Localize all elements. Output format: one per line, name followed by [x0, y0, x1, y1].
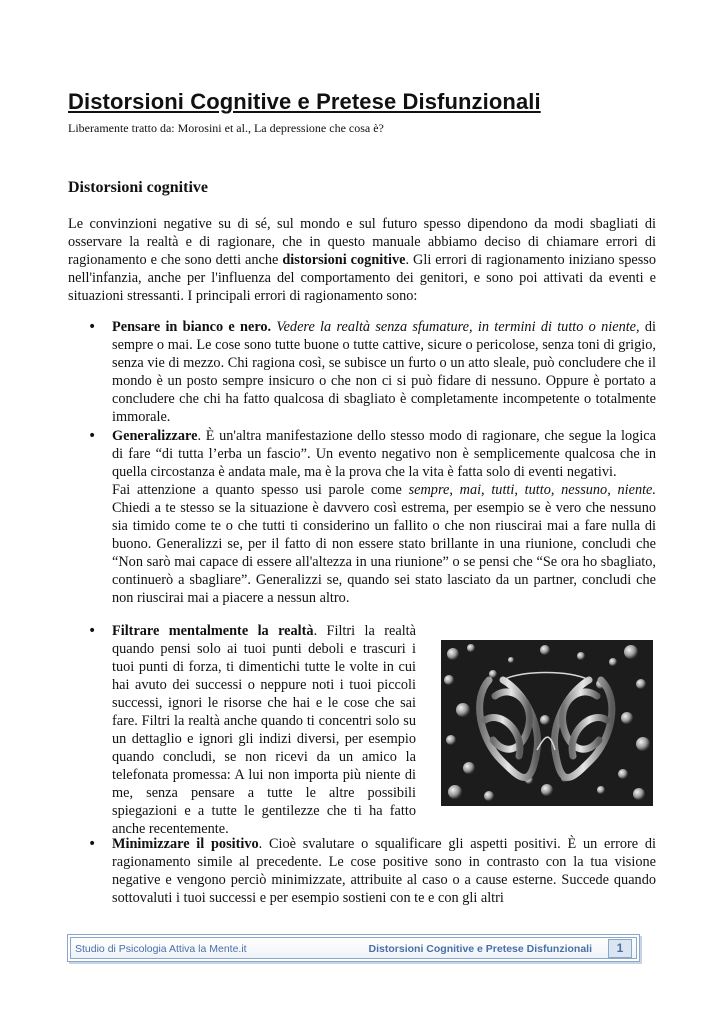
- list-item: [68, 427, 656, 617]
- bullet-icon: •: [88, 623, 97, 639]
- footer-site-name: Studio di Psicologia Attiva la Mente.it: [75, 943, 247, 955]
- footer-doc-title: Distorsioni Cognitive e Pretese Disfunzionali: [368, 943, 592, 955]
- escher-bond-of-union-icon: [441, 640, 653, 806]
- page-number: 1: [608, 939, 632, 958]
- bullet-icon: •: [88, 428, 97, 444]
- list-item-text: Generalizzare. È un'altra manifestazione dello stesso modo di ragionare, che segue la logica di fare “di tutta l’erba un fascio”. Un evento negativo non è semplicemente qualcosa che in quella circostanza è andata male, ma è la prova che la vita è fatta solo di eventi negativi. Fai attenzione a quanto spesso usi parole come sempre, mai, tutti, tutto, nessuno, niente. Chiedi a te stesso se la situazione è davvero così estrema, per esempio se è vero che nessuno sia timido come te o che tutti ti considerino un fallito o che non riuscirai mai a fare nulla di buono. Generalizzi se, per il fatto di non essere stato brillante in una riunione, concludi che “Non sarò mai capace di essere all'altezza in una riunione” o se pensi che “Se ora ho sbagliato, continuerò a sbagliare”. Generalizzi se, quando sei stato lasciato da un partner, concludi che non riuscirai mai a piacere a nessun altro.: [112, 428, 656, 606]
- list-item-text: Filtrare mentalmente la realtà. Filtri la realtà quando pensi solo ai tuoi punti deboli e trascuri i tuoi punti di forza, ti dimentichi tutte le volte in cui hai avuto dei successi o neppure noti i tuoi piccoli successi, ignori le risorse che hai e le cose che sai fare. Filtri la realtà anche quando ti concentri solo su un dettaglio e ignori gli indizi diversi, per esempio quando concludi, se non ricevi da un amico la telefonata promessa: A lui non importa più niente di me, senza pensare a tutte le altre possibili spiegazioni e a tutte le gentilezze che ti ha fatto anche recentemente.: [112, 623, 416, 837]
- page-footer: [67, 934, 640, 962]
- subtitle: Liberamente tratto da: Morosini et al., La depressione che cosa è?: [68, 121, 384, 135]
- page-title: Distorsioni Cognitive e Pretese Disfunzionali: [68, 89, 541, 114]
- bullet-icon: •: [88, 836, 97, 852]
- footer-bar: [70, 937, 637, 959]
- section-heading: Distorsioni cognitive: [68, 179, 208, 196]
- bullet-icon: •: [88, 319, 97, 335]
- list-item-text: Pensare in bianco e nero. Vedere la realtà senza sfumature, in termini di tutto o niente, di sempre o mai. Le cose sono tutte buone o tutte cattive, sicure o pericolose, senza toni di grigio, senza vie di mezzo. Chi ragiona così, se subisce un furto o un atto sleale, può concludere che il mondo è un posto sempre insicuro o che non ci si può fidare di nessuno. Oppure è portato a concludere che chi ha fatto qualcosa di sbagliato è completamente incompetente o totalmente immorale.: [112, 319, 656, 425]
- list-item: [68, 835, 656, 905]
- list-item: [68, 318, 656, 425]
- list-item-text: Minimizzare il positivo. Cioè svalutare o squalificare gli aspetti positivi. È un errore di ragionamento simile al precedente. Le cose positive sono in contrasto con la tua visione negative e vengono perciò minimizzate, attribuite al caso o a cause esterne. Succede quando sottovaluti i tuoi successi e per esempio sostieni con te e con gli altri: [112, 836, 657, 906]
- intro-paragraph: Le convinzioni negative su di sé, sul mondo e sul futuro spesso dipendono da modi sbagliati di osservare la realtà e di ragionare, che in questo manuale abbiamo deciso di chiamare errori di ragionamento e che sono detti anche distorsioni cognitive. Gli errori di ragionamento iniziano spesso nell'infanzia, anche per l'influenza del comportamento dei genitori, e sono poi attivati da eventi e situazioni stressanti. I principali errori di ragionamento sono:: [68, 216, 656, 304]
